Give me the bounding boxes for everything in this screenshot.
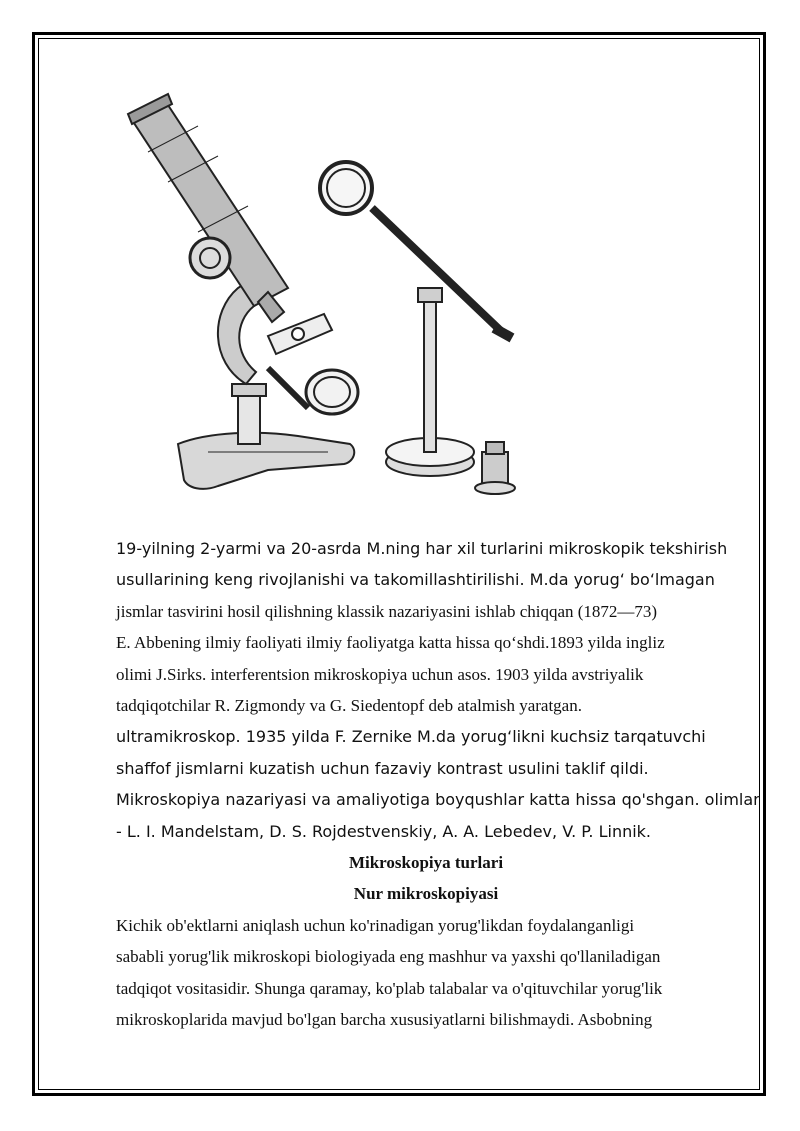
section-heading: Mikroskopiya turlari <box>348 853 504 873</box>
subsection-heading: Nur mikroskopiyasi <box>353 884 499 904</box>
text-line: Kichik ob'ektlarni aniqlash uchun ko'rinadigan yorug'likdan foydalanganligi <box>116 915 635 935</box>
text-line: - L. I. Mandelstam, D. S. Rojdestvenskiy, A. A. Lebedev, V. P. Linnik. <box>116 821 652 841</box>
text-line: jismlar tasvirini hosil qilishning klassik nazariyasini ishlab chiqqan (1872—73) <box>116 601 658 621</box>
text-line: usullarining keng rivojlanishi va takomillashtirilishi. M.da yorug‘ bo‘lmagan <box>116 570 715 590</box>
paragraph-history <box>116 533 760 847</box>
text-line: olimi J.Sirks. interferentsion mikroskopiya uchun asos. 1903 yilda avstriyalik <box>116 664 644 684</box>
text-line: 19-yilning 2-yarmi va 20-asrda M.ning har xil turlarini mikroskopik tekshirish <box>116 539 728 558</box>
text-line: E. Abbening ilmiy faoliyati ilmiy faoliyatga katta hissa qo‘shdi.1893 yilda ingliz <box>116 633 665 653</box>
body-text <box>116 533 760 1036</box>
text-line: Mikroskopiya nazariyasi va amaliyotiga boyqushlar katta hissa qo'shgan. olimlar <box>116 790 760 810</box>
microscope-illustration-icon <box>118 92 534 514</box>
text-line: sababli yorug'lik mikroskopi biologiyada eng mashhur va yaxshi qo'llaniladigan <box>116 947 661 967</box>
text-line: ultramikroskop. 1935 yilda F. Zernike M.da yorug‘likni kuchsiz tarqatuvchi <box>116 727 706 747</box>
text-line: tadqiqotchilar R. Zigmondy va G. Siedentopf deb atalmish yaratgan. <box>116 696 582 716</box>
paragraph-light-microscopy <box>116 910 736 1036</box>
text-line: mikroskoplarida mavjud bo'lgan barcha xususiyatlarni bilishmaydi. Asbobning <box>116 1010 653 1030</box>
text-line: tadqiqot vositasidir. Shunga qaramay, ko'plab talabalar va o'qituvchilar yorug'lik <box>116 978 663 998</box>
text-line: shaffof jismlarni kuzatish uchun fazaviy kontrast usulini taklif qildi. <box>116 758 649 778</box>
